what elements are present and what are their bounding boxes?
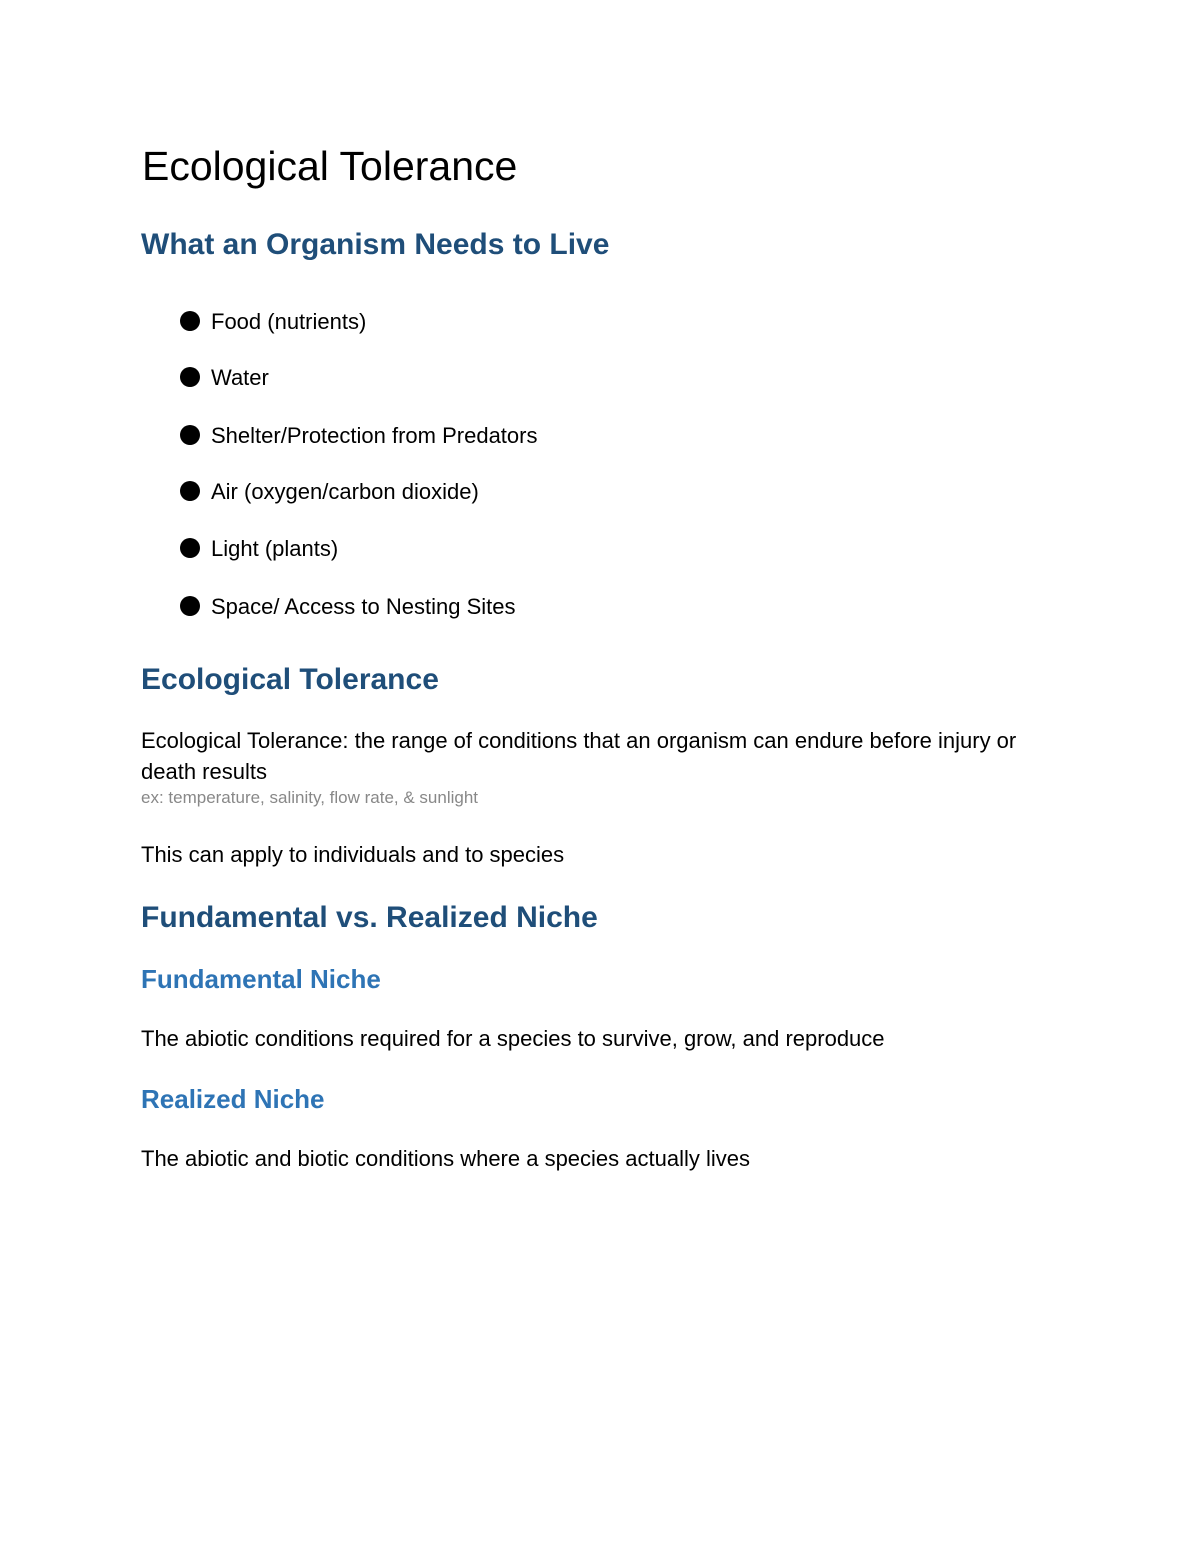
list-item-text: Light (plants) [211,536,339,561]
list-item-text: Water [211,365,269,390]
list-item-text: Shelter/Protection from Predators [211,423,538,448]
list-item-text: Air (oxygen/carbon dioxide) [211,479,479,504]
bullet-icon [180,311,200,331]
bullet-icon [180,538,200,558]
bullet-icon [180,425,200,445]
heading-realized-niche: Realized Niche [141,1084,325,1114]
bullet-icon [180,481,200,501]
bullet-icon [180,596,200,616]
bullet-icon [180,367,200,387]
fundamental-niche-text: The abiotic conditions required for a species to survive, grow, and reproduce [141,1026,885,1051]
heading-fundamental-niche: Fundamental Niche [141,964,381,994]
tolerance-note: This can apply to individuals and to species [141,842,565,867]
heading-niche-comparison: Fundamental vs. Realized Niche [141,901,598,934]
heading-organism-needs: What an Organism Needs to Live [141,228,610,261]
tolerance-example: ex: temperature, salinity, flow rate, & sunlight [141,788,479,807]
list-item-text: Food (nutrients) [211,309,367,334]
realized-niche-text: The abiotic and biotic conditions where a species actually lives [141,1146,750,1171]
document-title: Ecological Tolerance [142,143,518,189]
heading-ecological-tolerance: Ecological Tolerance [141,663,439,696]
list-item-text: Space/ Access to Nesting Sites [211,594,516,619]
tolerance-definition: Ecological Tolerance: the range of conditions that an organism can endure before injury or death results [141,728,1017,784]
